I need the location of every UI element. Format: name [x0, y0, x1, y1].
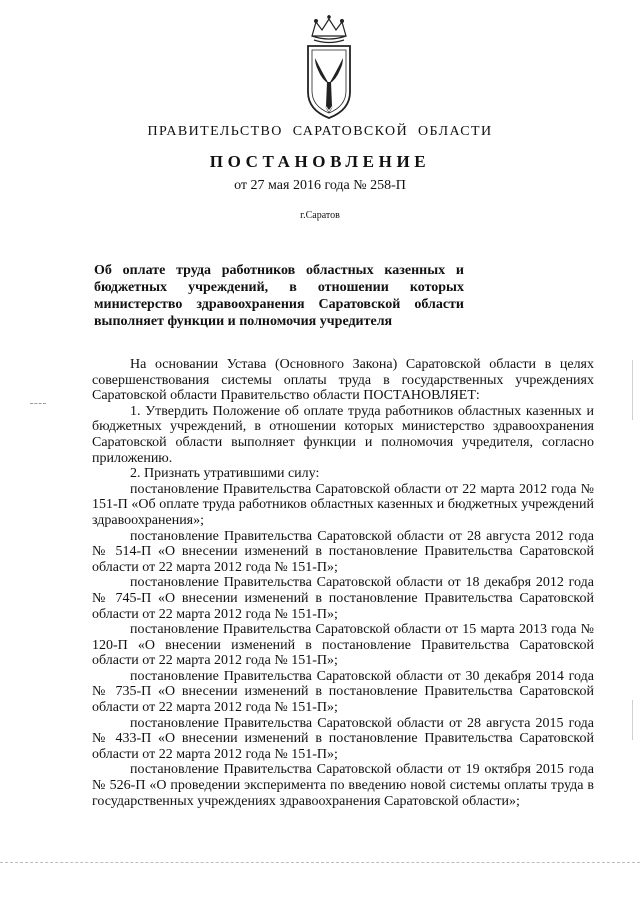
repealed-act-7: постановление Правительства Саратовской области от 19 октября 2015 года № 526-П «О проведении эксперимента по введению новой системы оплаты труда в государственных учреждениях здравоохранения Саратовской области»;	[92, 762, 594, 809]
repealed-act-6: постановление Правительства Саратовской области от 28 августа 2015 года № 433-П «О внесении изменений в постановление Правительства Саратовской области от 22 марта 2012 года № 151-П»;	[92, 715, 594, 762]
scan-edge-mark	[632, 700, 633, 740]
issuing-authority: ПРАВИТЕЛЬСТВО САРАТОВСКОЙ ОБЛАСТИ	[147, 124, 493, 139]
repealed-act-2: постановление Правительства Саратовской области от 28 августа 2012 года № 514-П «О внесении изменений в постановление Правительства Саратовской области от 22 марта 2012 года № 151-П»;	[92, 528, 594, 575]
repealed-act-5: постановление Правительства Саратовской области от 30 декабря 2014 года № 735-П «О внесении изменений в постановление Правительства Саратовской области от 22 марта 2012 года № 151-П»;	[92, 668, 594, 716]
document-city: г.Саратов	[300, 210, 340, 221]
document-date-number: от 27 мая 2016 года № 258-П	[234, 178, 406, 193]
body-paragraph-preamble: На основании Устава (Основного Закона) Саратовской области в целях совершенствования системы оплаты труда в государственных учреждениях Саратовской области Правительство области ПОСТАНОВЛЯЕТ:	[92, 357, 594, 404]
document-type-title: ПОСТАНОВЛЕНИЕ	[209, 152, 431, 171]
scan-edge-mark	[632, 360, 633, 420]
repealed-act-4: постановление Правительства Саратовской области от 15 марта 2013 года № 120-П «О внесении изменений в постановление Правительства Саратовской области от 22 марта 2012 года № 151-П»;	[92, 622, 594, 669]
document-subject: Об оплате труда работников областных казенных и бюджетных учреждений, в отношении которых министерство здравоохранения Саратовской области выполняет функции и полномочия учредителя	[94, 263, 464, 329]
body-paragraph-item-2: 2. Признать утратившими силу:	[130, 466, 320, 482]
scan-bottom-rule	[0, 862, 640, 863]
document-body	[92, 357, 594, 809]
repealed-act-1: постановление Правительства Саратовской области от 22 марта 2012 года № 151-П «Об оплате труда работников областных казенных и бюджетных учреждений здравоохранения»;	[92, 481, 594, 528]
repealed-act-3: постановление Правительства Саратовской области от 18 декабря 2012 года № 745-П «О внесении изменений в постановление Правительства Саратовской области от 22 марта 2012 года № 151-П»;	[92, 575, 594, 622]
coat-of-arms-icon	[298, 14, 360, 122]
scan-margin-mark	[30, 403, 46, 404]
body-paragraph-item-1: 1. Утвердить Положение об оплате труда работников областных казенных и бюджетных учреждений, в отношении которых министерство здравоохранения Саратовской области выполняет функции и полномочия учредителя, согласно приложению.	[92, 403, 594, 466]
